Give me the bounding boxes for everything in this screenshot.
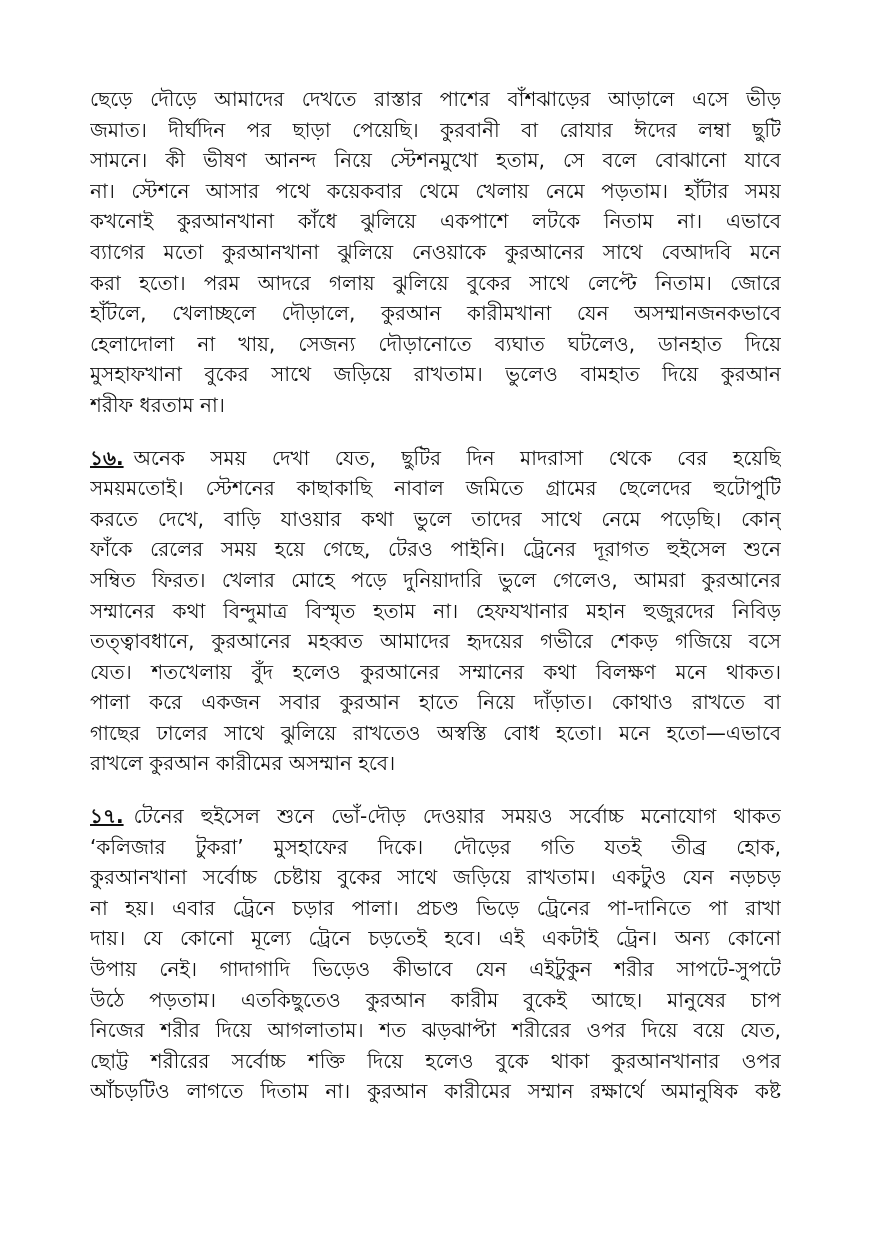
text-line: সম্মানের কথা বিন্দুমাত্র বিস্মৃত হতাম না। হেফযখানার মহান হুজুরদের নিবিড় xyxy=(90,598,781,623)
text-line xyxy=(90,443,781,474)
text-line: পালা করে একজন সবার কুরআন হাতে নিয়ে দাঁড়াত। কোথাও রাখতে বা xyxy=(90,690,781,715)
text-line: উপায় নেই। গাদাগাদি ভিড়েও কীভাবে যেন এইটুকুন শরীর সাপটে-সুপটে xyxy=(90,957,781,982)
text-line: শরীফ ধরতাম না। xyxy=(90,392,225,417)
text-line: না হয়। এবার ট্রেনে চড়ার পালা। প্রচণ্ড ভিড়ে ট্রেনের পা-দানিতে পা রাখা xyxy=(90,895,781,920)
text-line: গাছের ঢালের সাথে ঝুলিয়ে রাখতেও অস্বস্তি বোধ হতো। মনে হতো—এভাবে xyxy=(90,720,781,745)
text-line: উঠে পড়তাম। এতকিছুতেও কুরআন কারীম বুকেই আছে। মানুষের চাপ xyxy=(90,987,781,1012)
paragraph-number: ১৭. xyxy=(90,804,124,829)
text-line: নিজের শরীর দিয়ে আগলাতাম। শত ঝড়ঝাপ্টা শরীরের ওপর দিয়ে বয়ে যেত, xyxy=(90,1018,781,1043)
text-line: ছেড়ে দৌড়ে আমাদের দেখতে রাস্তার পাশের বাঁশঝাড়ের আড়ালে এসে ভীড় xyxy=(90,87,781,111)
text-line: জমাত। দীর্ঘদিন পর ছাড়া পেয়েছি। কুরবানী বা রোযার ঈদের লম্বা ছুটি xyxy=(90,117,781,142)
text-line: হাঁটলে, খেলাচ্ছলে দৌড়ালে, কুরআন কারীমখানা যেন অসম্মানজনকভাবে xyxy=(90,301,781,326)
text-line: ফাঁকে রেলের সময় হয়ে গেছে, টেরও পাইনি। ট্রেনের দূরাগত হুইসেল শুনে xyxy=(90,537,781,562)
text-line: হেলাদোলা না খায়, সেজন্য দৌড়ানোতে ব্যঘাত ঘটলেও, ডানহাত দিয়ে xyxy=(90,331,781,356)
text-line: দায়। যে কোনো মূল্যে ট্রেনে চড়তেই হবে। এই একটাই ট্রেন। অন্য কোনো xyxy=(90,926,781,951)
text-line: তত্ত্বাবধানে, কুরআনের মহব্বত আমাদের হৃদয়ের গভীরে শেকড় গজিয়ে বসে xyxy=(90,629,781,654)
text-line: সামনে। কী ভীষণ আনন্দ নিয়ে স্টেশনমুখো হতাম, সে বলে বোঝানো যাবে xyxy=(90,148,781,173)
text-line: রাখলে কুরআন কারীমের অসম্মান হবে। xyxy=(90,751,396,776)
text-line-content: টেনের হুইসেল শুনে ভোঁ-দৌড় দেওয়ার সময়ও সর্বোচ্চ মনোযোগ থাকত xyxy=(133,804,781,829)
paragraph-16 xyxy=(90,443,781,780)
text-line: সময়মতোই। স্টেশনের কাছাকাছি নাবাল জমিতে গ্রামের ছেলেদের হুটোপুটি xyxy=(90,476,781,501)
text-line-content: অনেক সময় দেখা যেত, ছুটির দিন মাদরাসা থেকে বের হয়েছি xyxy=(133,445,781,470)
text-line xyxy=(90,801,781,832)
text-line: আঁচড়টিও লাগতে দিতাম না। কুরআন কারীমের সম্মান রক্ষার্থে অমানুষিক কষ্ট xyxy=(90,1079,781,1104)
text-line: ব্যাগের মতো কুরআনখানা ঝুলিয়ে নেওয়াকে কুরআনের সাথে বেআদবি মনে xyxy=(90,239,781,264)
text-line: সম্বিত ফিরত। খেলার মোহে পড়ে দুনিয়াদারি ভুলে গেলেও, আমরা কুরআনের xyxy=(90,567,781,592)
paragraph-1 xyxy=(90,84,781,421)
text-line: যেত। শতখেলায় বুঁদ হলেও কুরআনের সম্মানের কথা বিলক্ষণ মনে থাকত। xyxy=(90,659,781,684)
paragraph-number: ১৬. xyxy=(90,445,124,470)
text-line: কুরআনখানা সর্বোচ্চ চেষ্টায় বুকের সাথে জড়িয়ে রাখতাম। একটুও যেন নড়চড় xyxy=(90,865,781,890)
text-line: না। স্টেশনে আসার পথে কয়েকবার থেমে খেলায় নেমে পড়তাম। হাঁটার সময় xyxy=(90,178,781,203)
text-line: ছোট্ট শরীরের সর্বোচ্চ শক্তি দিয়ে হলেও বুকে থাকা কুরআনখানার ওপর xyxy=(90,1048,781,1073)
text-line: করতে দেখে, বাড়ি যাওয়ার কথা ভুলে তাদের সাথে নেমে পড়েছি। কোন্ xyxy=(90,506,781,531)
text-line: কখনোই কুরআনখানা কাঁধে ঝুলিয়ে একপাশে লটকে নিতাম না। এভাবে xyxy=(90,209,781,234)
text-line: করা হতো। পরম আদরে গলায় ঝুলিয়ে বুকের সাথে লেপ্টে নিতাম। জোরে xyxy=(90,270,781,295)
text-line: ‘কলিজার টুকরা’ মুসহাফের দিকে। দৌড়ের গতি যতই তীব্র হোক, xyxy=(90,834,781,859)
paragraph-17 xyxy=(90,801,781,1107)
text-line: মুসহাফখানা বুকের সাথে জড়িয়ে রাখতাম। ভুলেও বামহাত দিয়ে কুরআন xyxy=(90,362,781,387)
